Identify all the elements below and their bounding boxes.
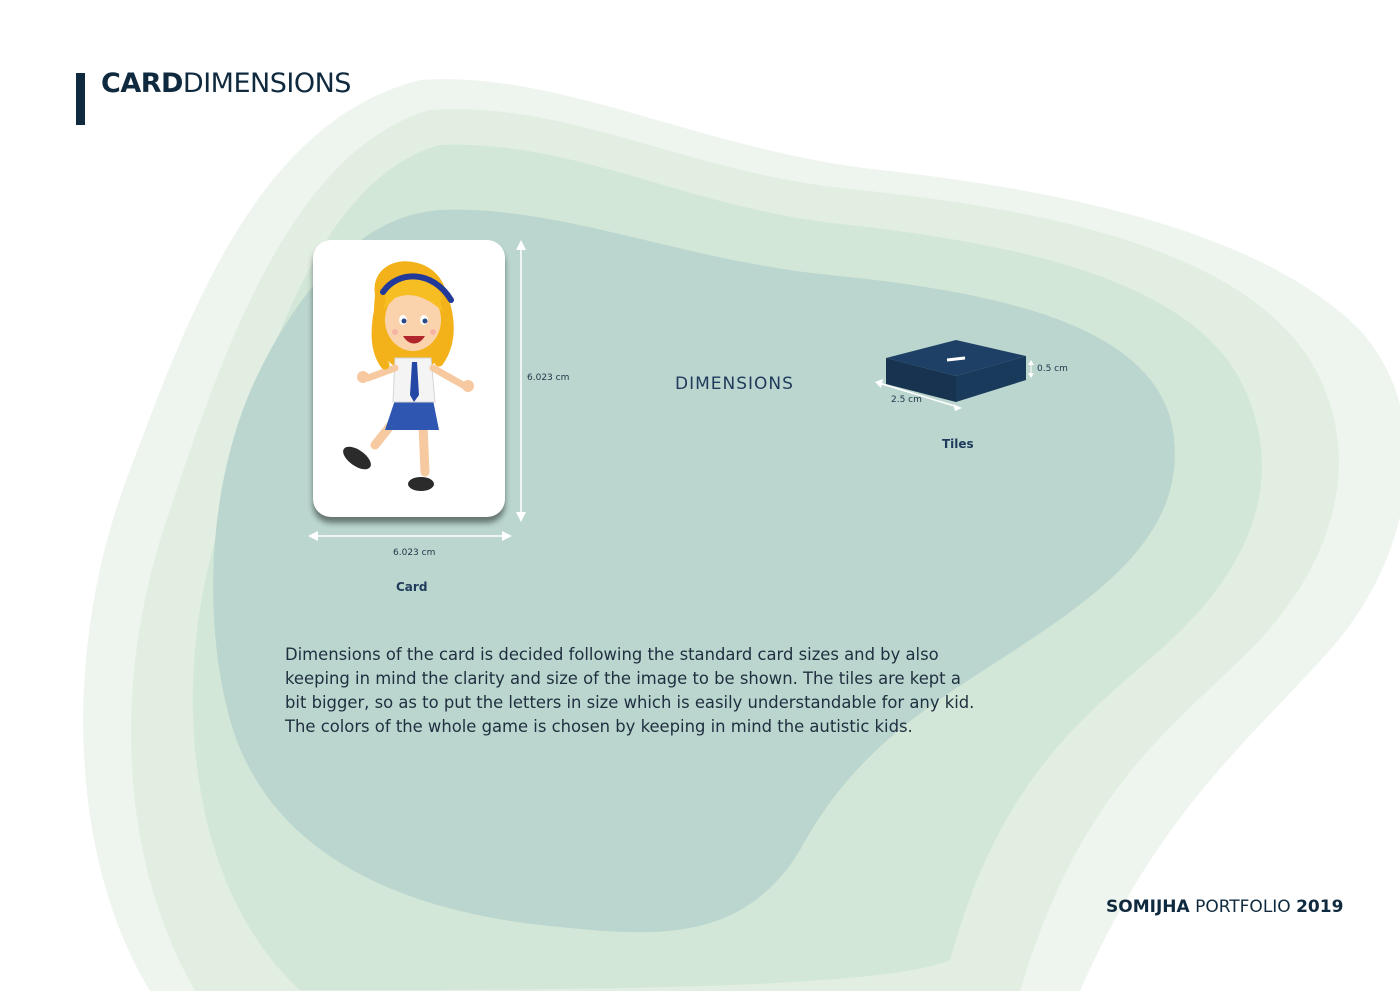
page-title-rest: DIMENSIONS [182,68,351,99]
description-paragraph: Dimensions of the card is decided following the standard card sizes and by also keeping in mind the clarity and size of the image to be shown. The tiles are kept a bit bigger, so as to put the letters in size which is easily understandable for any kid. The colors of the whole game is chosen by keeping in mind the autistic kids. [285,645,975,736]
card-height-arrow [516,240,526,522]
tile-width-label: 2.5 cm [891,395,922,405]
tile-height-arrow [1028,360,1034,378]
portfolio-footer [1106,897,1343,917]
card-width-label: 6.023 cm [393,548,436,558]
footer-name: SOMIJHA [1106,897,1190,917]
card-height-label: 6.023 cm [527,373,570,383]
tile-illustration [886,340,1026,402]
card-caption: Card [396,580,428,594]
footer-year: 2019 [1296,897,1344,917]
tiles-caption: Tiles [942,437,974,451]
dimensions-heading: DIMENSIONS [675,374,794,394]
footer-label: PORTFOLIO [1195,897,1291,917]
page-title-bold: CARD [101,68,183,99]
tile-height-label: 0.5 cm [1037,364,1068,374]
card-width-arrow [308,531,512,541]
